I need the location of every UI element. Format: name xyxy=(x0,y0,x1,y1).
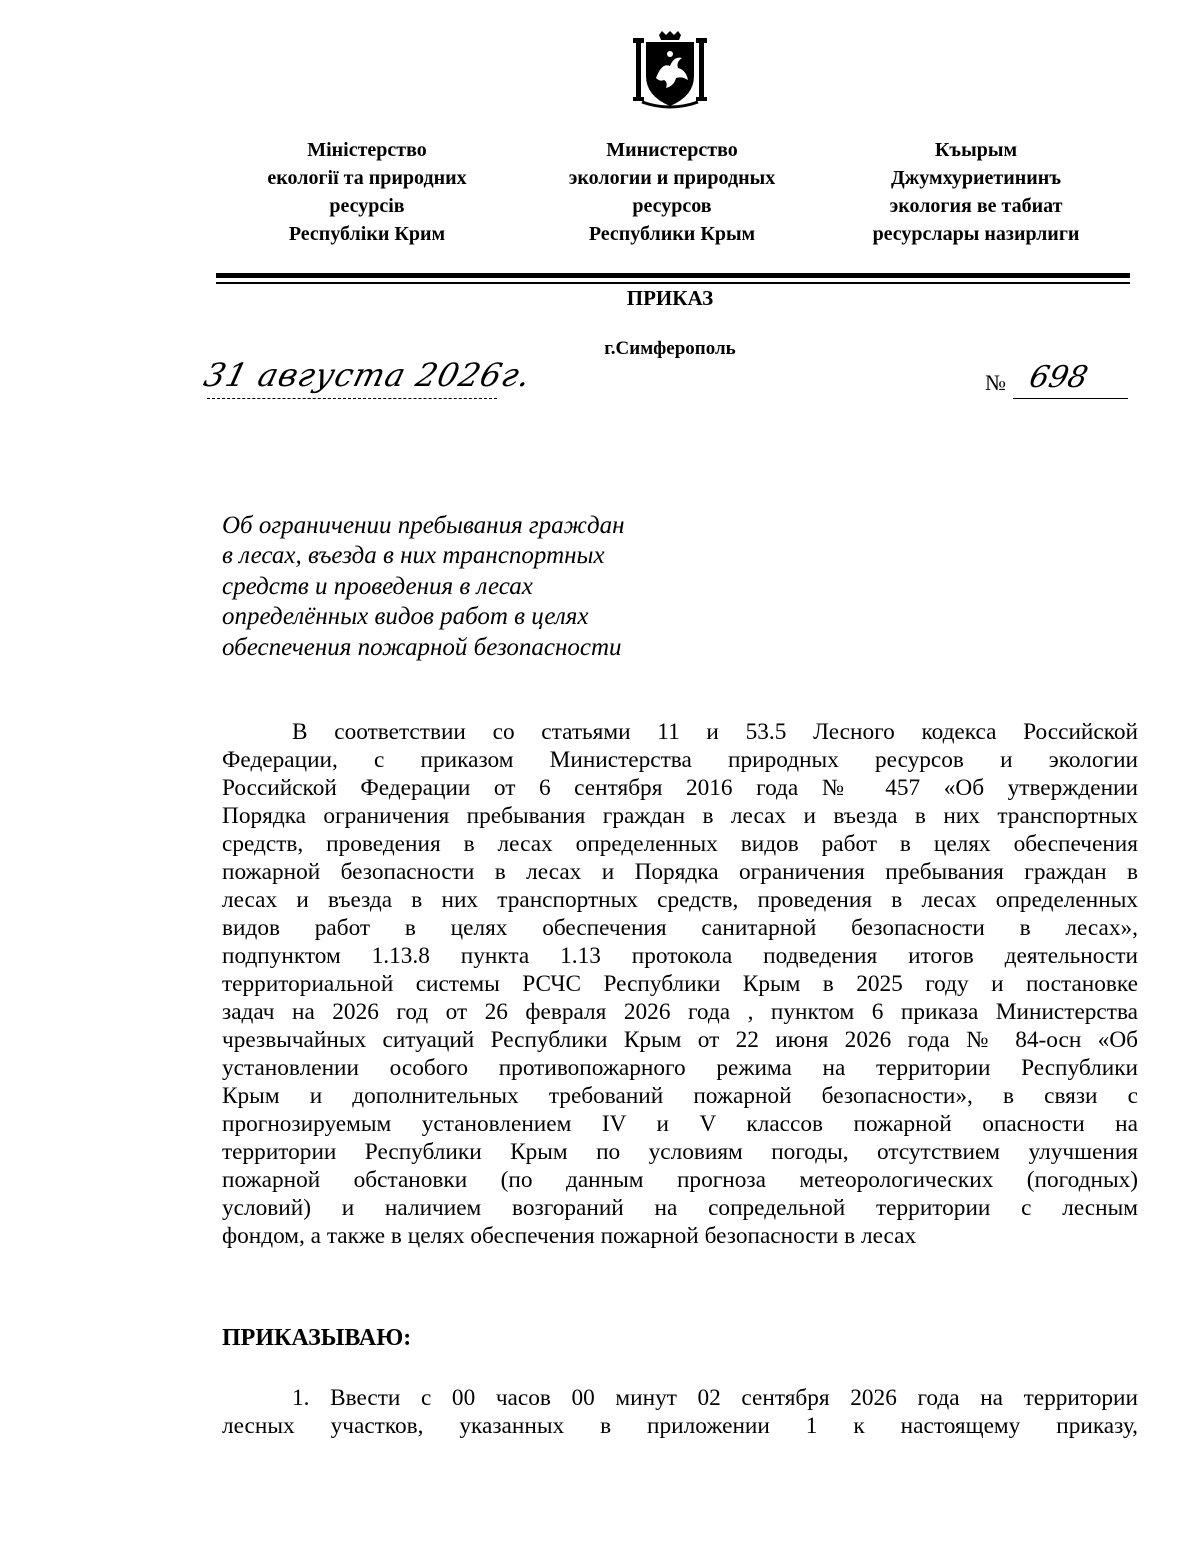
subject-line: в лесах, въезда в них транспортных xyxy=(222,542,605,570)
preamble-line: прогнозируемым установлением IV и V классов пожарной опасности на xyxy=(222,1111,1138,1137)
preamble-line: подпунктом 1.13.8 пункта 1.13 протокола подведения итогов деятельности xyxy=(222,943,1138,969)
document-city: г.Симферополь xyxy=(604,338,736,359)
subject-line: обеспечения пожарной безопасности xyxy=(222,633,622,661)
header-russian-line: Республики Крым xyxy=(588,223,756,245)
preamble-line: видов работ в целях обеспечения санитарной безопасности в лесах», xyxy=(222,915,1138,941)
preamble-line: Порядка ограничения пребывания граждан в лесах и въезда в них транспортных xyxy=(222,803,1138,829)
preamble-line: условий) и наличием возгораний на сопредельной территории с лесным xyxy=(222,1195,1138,1221)
preamble-line: пожарной безопасности в лесах и Порядка ограничения пребывания граждан в xyxy=(222,859,1138,885)
preamble-line: Российской Федерации от 6 сентября 2016 года № 457 «Об утверждении xyxy=(222,775,1138,801)
header-divider-thick xyxy=(216,273,1130,278)
header-russian-line: Министерство xyxy=(606,139,738,161)
subject-line: Об ограничении пребывания граждан xyxy=(222,512,625,539)
header-russian xyxy=(532,136,812,248)
preamble-line: лесах и въезда в них транспортных средств, проведения в лесах определенных xyxy=(222,887,1138,913)
preamble-line: В соответствии со статьями 11 и 53.5 Лесного кодекса Российской xyxy=(292,719,1138,745)
header-divider-thin xyxy=(216,282,1130,284)
preamble-line: Крым и дополнительных требований пожарной безопасности», в связи с xyxy=(222,1083,1138,1109)
crimea-coat-of-arms-icon xyxy=(626,30,714,112)
preamble-paragraph xyxy=(222,718,1138,1250)
document-number: 698 xyxy=(1026,360,1091,395)
handwritten-date: 31 августа 2026г. xyxy=(200,356,536,394)
number-sign: № xyxy=(985,370,1006,395)
header-crimean-tatar-line: ресурслары назирлиги xyxy=(872,223,1080,245)
header-ukrainian-line: Республіки Крим xyxy=(288,223,446,245)
order-heading: ПРИКАЗЫВАЮ: xyxy=(222,1325,412,1351)
subject-line: определённых видов работ в целях xyxy=(222,603,589,631)
preamble-line: задач на 2026 год от 26 февраля 2026 года , пунктом 6 приказа Министерства xyxy=(222,999,1138,1025)
header-ukrainian xyxy=(227,136,507,248)
preamble-line: Федерации, с приказом Министерства природных ресурсов и экологии xyxy=(222,747,1138,773)
header-crimean-tatar xyxy=(836,136,1116,248)
date-underline xyxy=(207,398,497,399)
preamble-line: средств, проведения в лесах определенных видов работ в целях обеспечения xyxy=(222,831,1138,857)
header-ukrainian-line: ресурсів xyxy=(329,195,405,217)
document-type: ПРИКАЗ xyxy=(626,286,714,310)
subject-line: средств и проведения в лесах xyxy=(222,572,533,600)
preamble-line: пожарной обстановки (по данным прогноза метеорологических (погодных) xyxy=(222,1167,1138,1193)
order-item-line: 1. Ввести с 00 часов 00 минут 02 сентября 2026 года на территории xyxy=(292,1385,1138,1411)
header-russian-line: ресурсов xyxy=(632,195,712,217)
preamble-line: чрезвычайных ситуаций Республики Крым от 22 июня 2026 года № 84-осн «Об xyxy=(222,1027,1138,1053)
header-crimean-tatar-line: экология ве табиат xyxy=(889,195,1063,217)
header-russian-line: экологии и природных xyxy=(568,167,776,189)
preamble-line: территории Республики Крым по условиям погоды, отсутствием улучшения xyxy=(222,1139,1138,1165)
header-ukrainian-line: Міністерство xyxy=(307,139,427,161)
document-subject xyxy=(222,511,625,663)
header-crimean-tatar-line: Джумхуриетининъ xyxy=(891,167,1061,189)
order-item-1 xyxy=(222,1384,1138,1440)
number-underline xyxy=(1013,398,1128,399)
header-crimean-tatar-line: Къырым xyxy=(934,139,1018,161)
preamble-line: фондом, а также в целях обеспечения пожарной безопасности в лесах xyxy=(222,1223,917,1249)
preamble-line: территориальной системы РСЧС Республики Крым в 2025 году и постановке xyxy=(222,971,1138,997)
order-item-line: лесных участков, указанных в приложении 1 к настоящему приказу, xyxy=(222,1413,1138,1439)
preamble-line: установлении особого противопожарного режима на территории Республики xyxy=(222,1055,1138,1081)
header-ukrainian-line: екології та природних xyxy=(267,167,467,189)
